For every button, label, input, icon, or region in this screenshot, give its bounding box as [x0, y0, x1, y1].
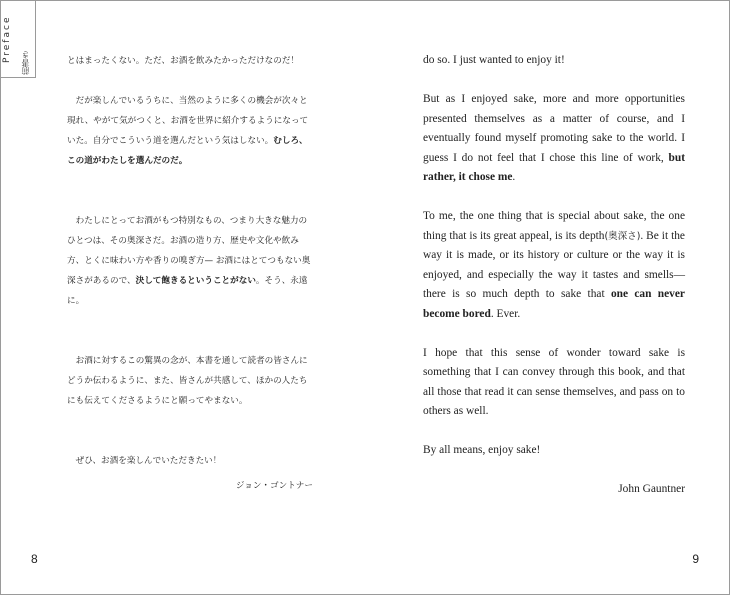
- en-paragraph-1: do so. I just wanted to enjoy it!: [423, 54, 565, 66]
- jp-paragraph-5-text: ぜひ、お酒を楽しんでいただきたい！: [75, 456, 222, 466]
- page-number-right: 9: [692, 552, 699, 566]
- en-paragraph-4: I hope that this sense of wonder toward sake is something that I can convey through this book, and that all those that read it can sense themselves, and pass on to others as well.: [423, 346, 685, 417]
- jp-paragraph-3-text: わたしにとってお酒がもつ特別なもの、つまり大きな魅力のひとつは、その奥深さだ。お酒の造り方、歴史や文化や飲み方、とくに味わい方や香りの嗅ぎ方— お酒にはとてつもない奥深さがあるので、: [67, 216, 311, 286]
- en-paragraph-2: [423, 90, 685, 188]
- section-tab-japanese: 前書き: [21, 51, 30, 75]
- jp-paragraph-2: [67, 91, 313, 171]
- en-paragraph-3: [423, 207, 685, 324]
- en-signature: John Gauntner: [618, 483, 685, 495]
- section-tab-english: Preface: [2, 15, 12, 63]
- en-paragraph-3-japanese: (奥深さ): [604, 230, 641, 242]
- en-paragraph-2-text: But as I enjoyed sake, more and more opportunities presented themselves as a matter of course, and I eventually found myself promoting sake to the world. I guess I do not feel that I chose this line of work,: [423, 93, 685, 164]
- jp-paragraph-1: とはまったくない。ただ、お酒を飲みたかっただけなのだ！: [67, 56, 300, 66]
- en-paragraph-2-bold: but rather, it chose me: [423, 151, 685, 183]
- japanese-text-block: [67, 51, 313, 496]
- en-paragraph-5: By all means, enjoy sake!: [423, 444, 541, 456]
- jp-paragraph-2-bold: むしろ、この道がわたしを選んだのだ。: [67, 136, 308, 166]
- jp-paragraph-4-text: お酒に対するこの驚異の念が、本書を通して読者の皆さんにどうか伝わるように、また、皆さんが共感して、ほかの人たちにも伝えてくださるようにと願ってやまない。: [67, 356, 308, 406]
- jp-paragraph-3-bold: 決して飽きるということがない: [135, 276, 256, 286]
- jp-signature: ジョン・ゴントナー: [235, 481, 313, 491]
- jp-paragraph-2-text: だが楽しんでいるうちに、当然のように多くの機会が次々と現れ、やがて気がつくと、お酒を世界に紹介するようになっていた。自分でこういう道を選んだという気はしない。: [67, 96, 309, 146]
- page-number-left: 8: [31, 552, 38, 566]
- en-paragraph-2-tail: .: [512, 171, 516, 183]
- jp-paragraph-3-tail: 。そう、永遠に。: [67, 276, 308, 306]
- right-page: [365, 1, 729, 594]
- en-paragraph-3-text: To me, the one thing that is special about sake, the one thing that is its great appeal, is its depth: [423, 210, 685, 242]
- jp-paragraph-4: [67, 351, 313, 411]
- left-page: [1, 1, 365, 594]
- en-paragraph-3-tail: . Ever.: [490, 307, 521, 320]
- en-paragraph-3-mid: . Be it the way it is made, or its history or culture or the way it is enjoyed, and especially the way it tastes and smells—there is so much depth to sake that: [423, 229, 685, 300]
- english-text-block: [423, 51, 685, 519]
- en-paragraph-3-bold: one can never become bored: [423, 288, 685, 320]
- jp-paragraph-5: [67, 451, 313, 471]
- jp-paragraph-3: [67, 211, 313, 311]
